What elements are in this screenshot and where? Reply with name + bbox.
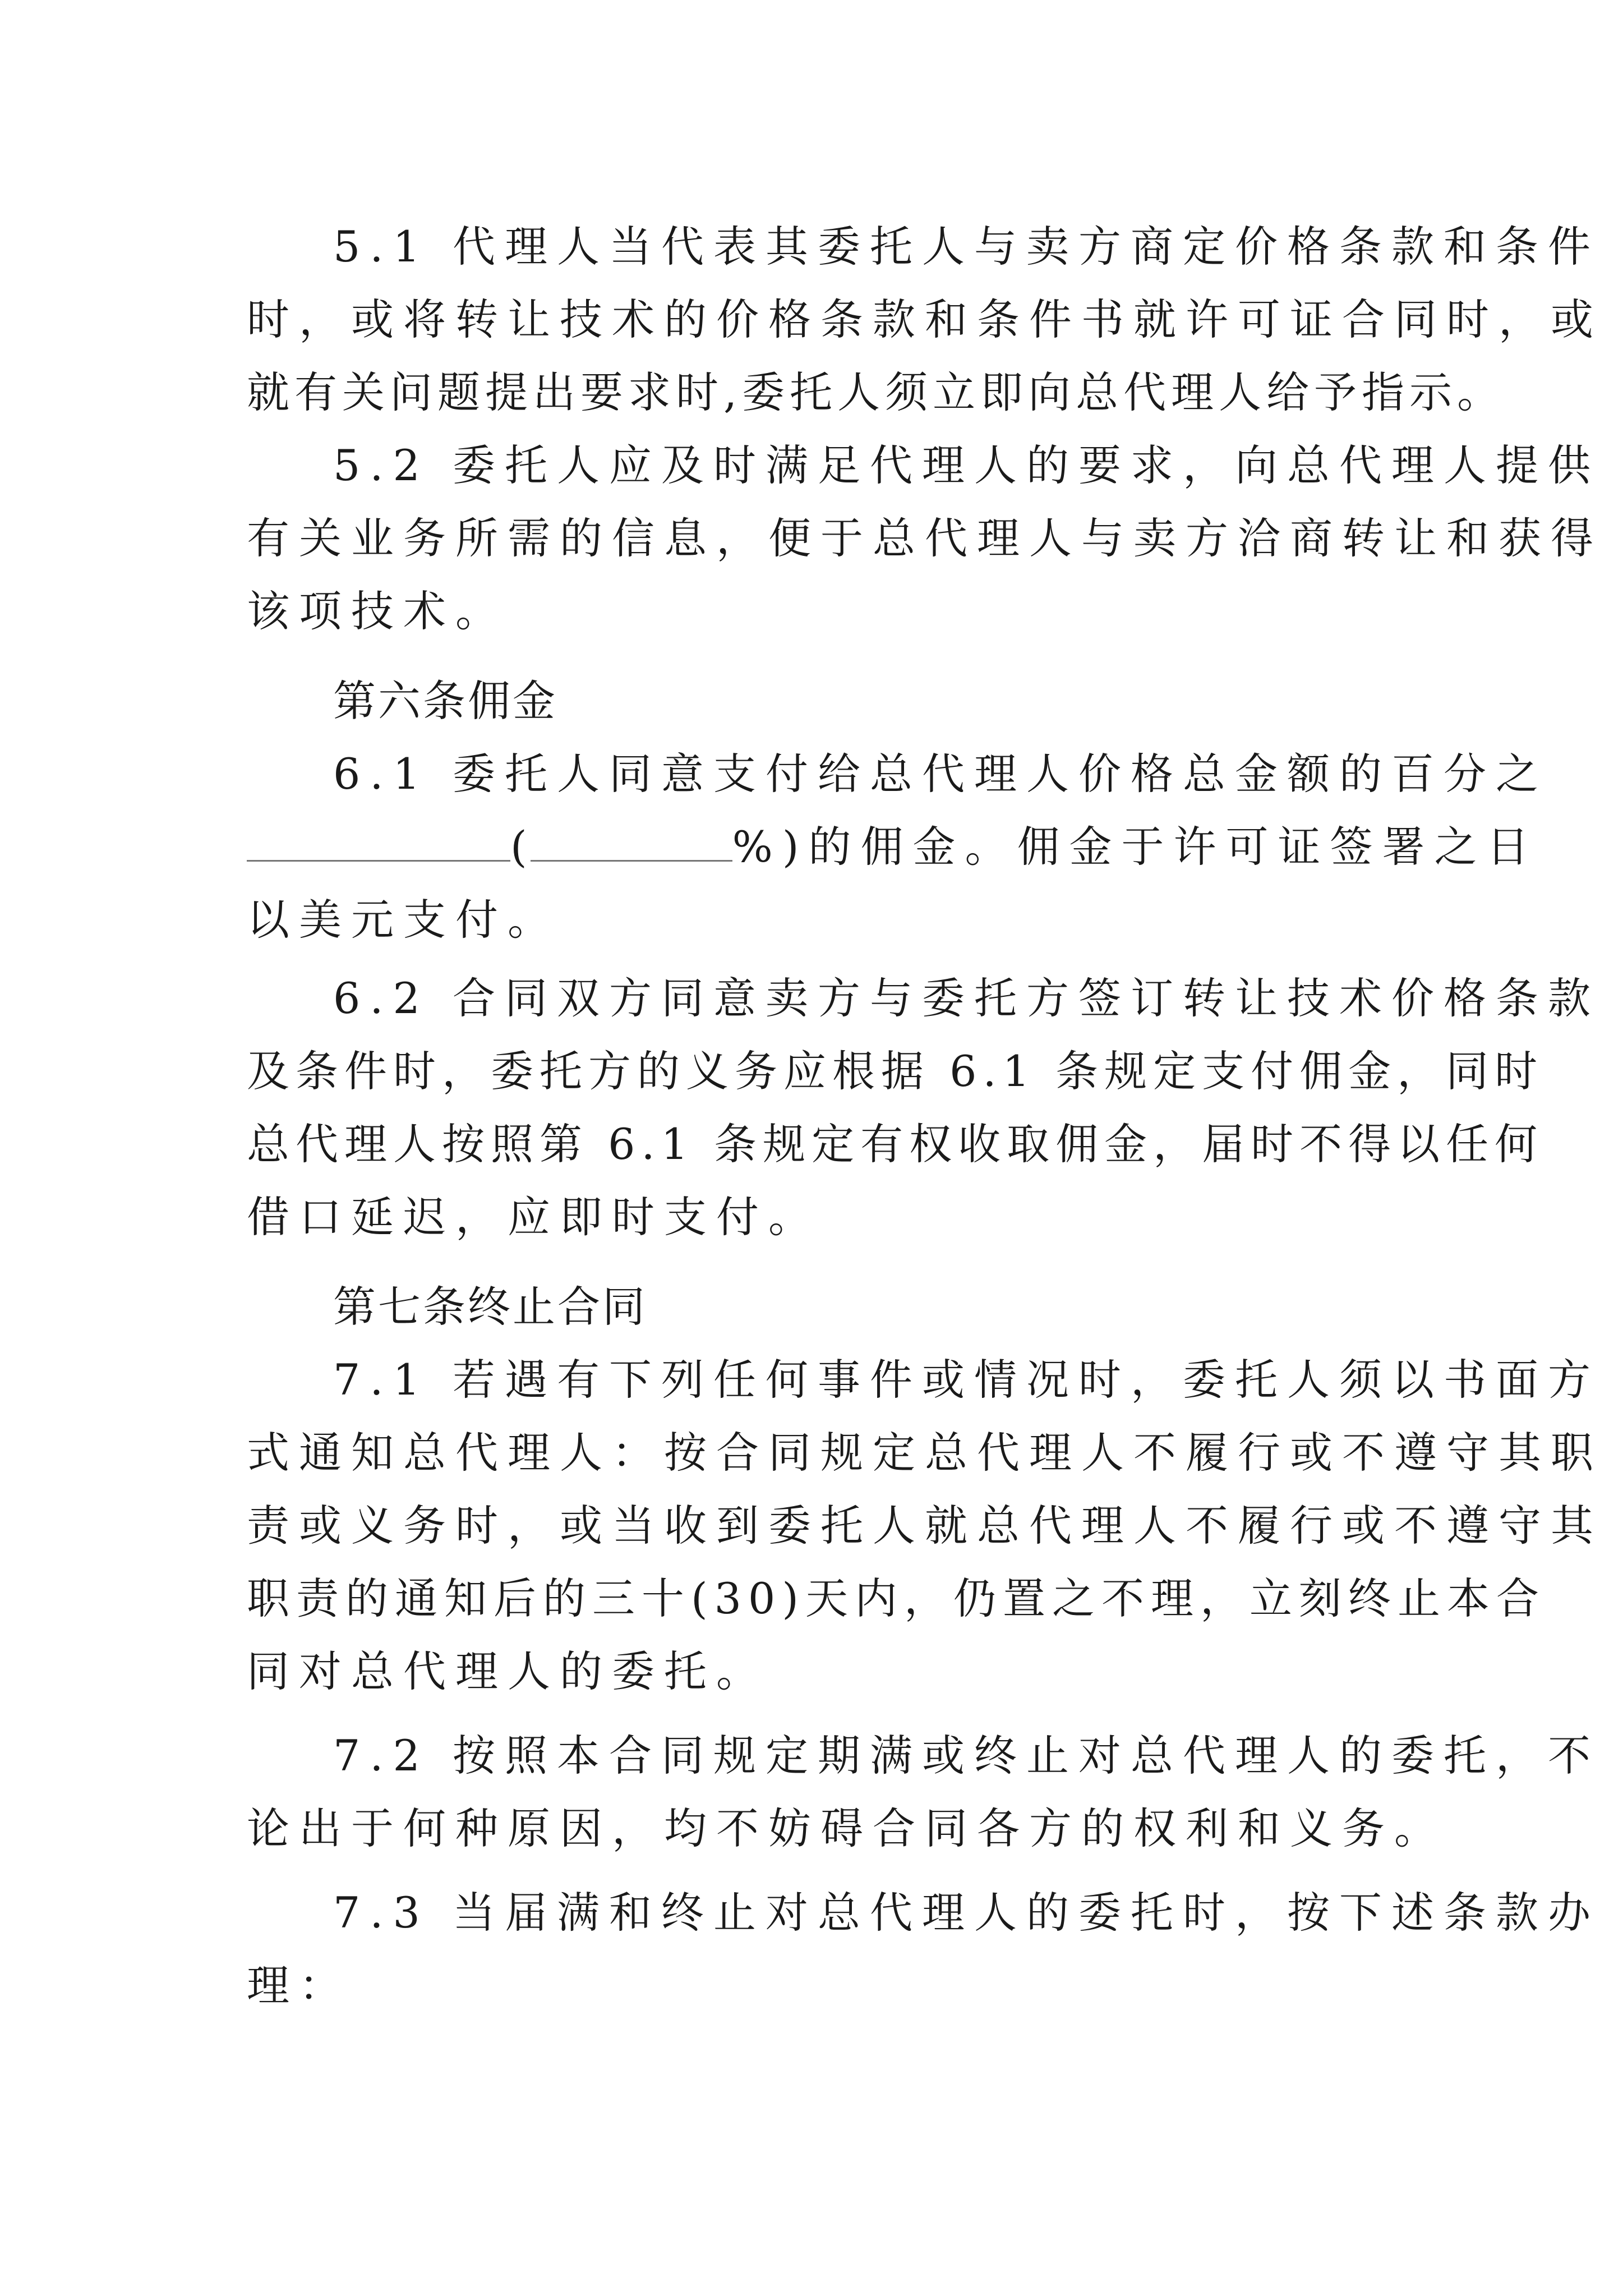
paragraph-6-1-line-2 xyxy=(247,819,1539,875)
paragraph-5-1-line-2: 时，或将转让技术的价格条款和条件书就许可证合同时，或 xyxy=(247,295,1603,344)
paragraph-6-2-line-2: 及条件时，委托方的义务应根据 6.1 条规定支付佣金，同时 xyxy=(247,1046,1544,1096)
commission-amount-blank xyxy=(247,821,510,862)
paragraph-5-1-line-1: 5.1 代理人当代表其委托人与卖方商定价格条款和条件 xyxy=(333,222,1601,272)
paragraph-7-1-line-3: 责或义务时，或当收到委托人就总代理人不履行或不遵守其 xyxy=(247,1501,1603,1550)
paragraph-7-1-line-1: 7.1 若遇有下列任何事件或情况时，委托人须以书面方 xyxy=(333,1355,1601,1405)
paragraph-5-2-line-1: 5.2 委托人应及时满足代理人的要求，向总代理人提供 xyxy=(333,440,1601,490)
paragraph-7-1-line-4: 职责的通知后的三十(30)天内，仍置之不理，立刻终止本合 xyxy=(247,1573,1546,1623)
section-7-heading: 第七条终止合同 xyxy=(333,1282,647,1332)
paragraph-5-2-line-2: 有关业务所需的信息，便于总代理人与卖方洽商转让和获得 xyxy=(247,513,1603,563)
paragraph-6-2-line-1: 6.2 合同双方同意卖方与委托方签订转让技术价格条款 xyxy=(333,973,1601,1023)
paragraph-5-1-line-3: 就有关问题提出要求时,委托人须立即向总代理人给予指示。 xyxy=(247,367,1505,417)
section-6-heading: 第六条佣金 xyxy=(333,676,557,726)
paragraph-6-2-line-3: 总代理人按照第 6.1 条规定有权收取佣金，届时不得以任何 xyxy=(247,1119,1544,1169)
paragraph-7-3-line-1: 7.3 当届满和终止对总代理人的委托时，按下述条款办 xyxy=(333,1888,1601,1938)
paragraph-6-1-line-3: 以美元支付。 xyxy=(247,895,560,945)
paragraph-7-1-line-5: 同对总代理人的委托。 xyxy=(247,1646,768,1696)
paragraph-6-1-line-2-text: %)的佣金。佣金于许可证签署之日 xyxy=(732,822,1539,872)
paragraph-6-2-line-4: 借口延迟，应即时支付。 xyxy=(247,1192,820,1242)
open-paren: ( xyxy=(510,822,531,872)
paragraph-7-3-line-2: 理： xyxy=(247,1961,351,2010)
paragraph-7-1-line-2: 式通知总代理人：按合同规定总代理人不履行或不遵守其职 xyxy=(247,1428,1603,1478)
commission-percent-blank xyxy=(531,821,732,862)
paragraph-5-2-line-3: 该项技术。 xyxy=(247,586,508,636)
paragraph-6-1-line-1: 6.1 委托人同意支付给总代理人价格总金额的百分之 xyxy=(333,749,1548,799)
paragraph-7-2-line-2: 论出于何种原因，均不妨碍合同各方的权利和义务。 xyxy=(247,1803,1446,1853)
paragraph-7-2-line-1: 7.2 按照本合同规定期满或终止对总代理人的委托，不 xyxy=(333,1731,1601,1780)
